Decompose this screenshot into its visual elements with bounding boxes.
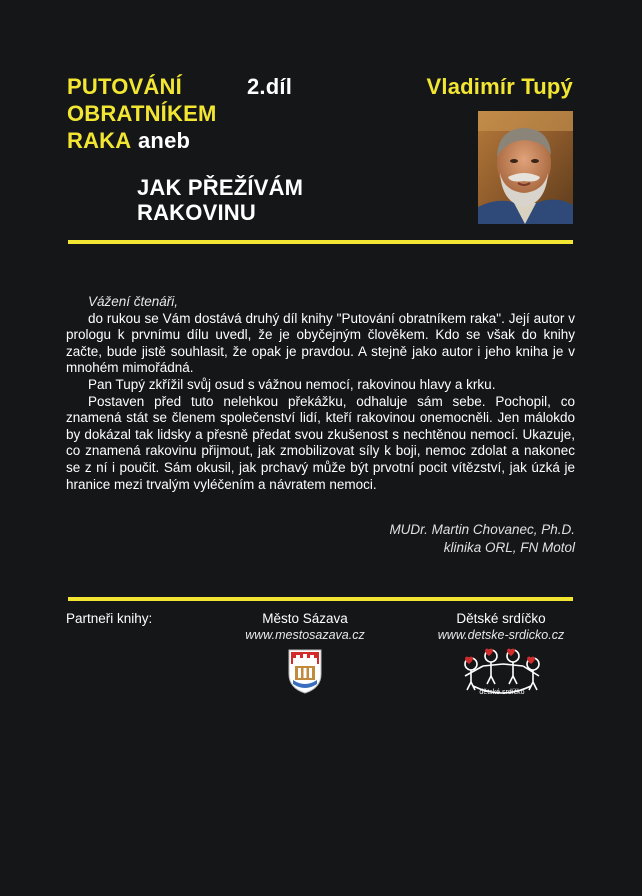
author-photo (478, 111, 573, 224)
portrait-icon (478, 111, 573, 224)
series-title-line-3: RAKA (67, 128, 132, 153)
signature-affiliation: klinika ORL, FN Motol (443, 540, 575, 555)
subtitle-line-2: RAKOVINU (137, 200, 256, 225)
connector-word: aneb (138, 128, 191, 153)
partner-url[interactable]: www.mestosazava.cz (245, 628, 365, 642)
coat-of-arms-icon (287, 648, 323, 699)
partner-url[interactable]: www.detske-srdicko.cz (437, 628, 565, 642)
signature-name: MUDr. Martin Chovanec, Ph.D. (389, 522, 575, 537)
partner-srdicko (420, 611, 582, 642)
series-title-line-2: OBRATNÍKEM (67, 101, 217, 126)
footer-divider (68, 597, 573, 601)
partner-sazava (232, 611, 378, 642)
part-number: 2.díl (247, 74, 293, 99)
partner-name: Dětské srdíčko (456, 611, 546, 626)
partner-name: Město Sázava (262, 611, 348, 626)
salutation: Vážení čtenáři, (88, 294, 179, 309)
header-divider (68, 240, 573, 244)
partners-label: Partneři knihy: (66, 611, 153, 626)
subtitle-line-1: JAK PŘEŽÍVÁM (137, 175, 304, 200)
author-name: Vladimír Tupý (426, 74, 573, 99)
series-title-line-1: PUTOVÁNÍ (67, 74, 182, 99)
children-logo-icon (459, 648, 545, 701)
foreword-paragraph: do rukou se Vám dostává druhý díl knihy "Putování obratníkem raka". Její autor v prologu k prvnímu dílu uvedl, že je obyčejným člověkem. Kdo se však do knihy začte, bude jistě souhlasit, že opak je pravdou. A stejně jako autor i jeho kniha je v mnohém mimořádná. (66, 310, 575, 376)
foreword (66, 294, 575, 493)
children-logo-text: dětské srdíčko (479, 689, 525, 696)
foreword-paragraph: Postaven před tuto nelehkou překážku, odhaluje sám sebe. Pochopil, co znamená stát se členem společenství lidí, kteří rakovinou onemocněli. Jen málokdo by dokázal tak lidsky a přesně předat svou zkušenost s nechtěnou nemocí. Ukazuje, co znamená rakovinu přijmout, jak zmobilizovat síly k boji, nemoc zdolat a nakonec se z ní i poučit. Sám okusil, jak prchavý může být prvotní pocit vítězství, jak úzká je hranice mezi trvalým vyléčením a návratem nemoci. (66, 393, 575, 492)
subtitle (137, 175, 303, 225)
foreword-paragraph: Pan Tupý zkřížil svůj osud s vážnou nemocí, rakovinou hlavy a krku. (88, 376, 496, 392)
